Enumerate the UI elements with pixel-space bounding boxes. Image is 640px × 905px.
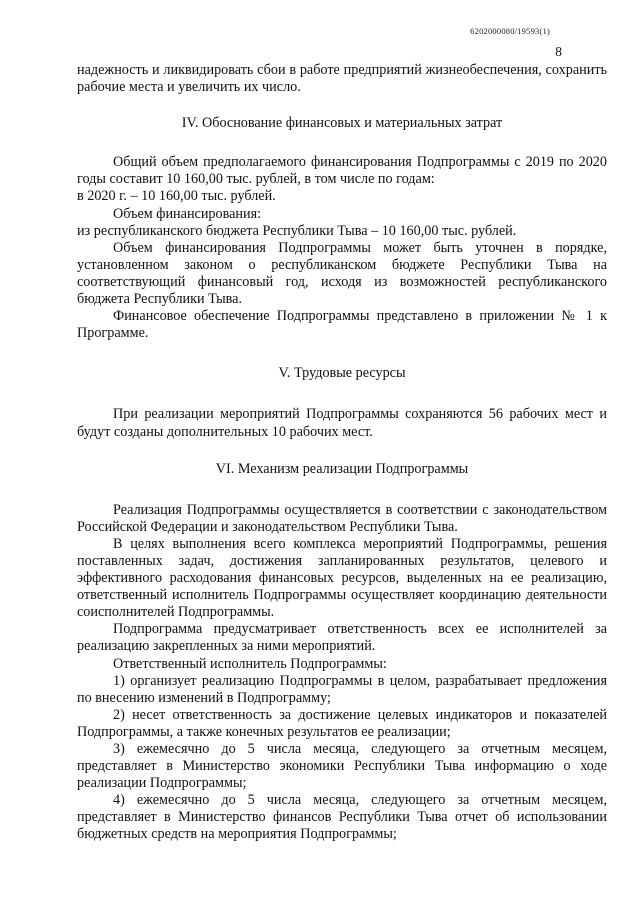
section-4-paragraph-3: Объем финансирования: [113, 205, 262, 222]
intro-paragraph: надежность и ликвидировать сбои в работе предприятий жизнеобеспечения, сохранить рабочие места и увеличить их число. [77, 62, 607, 96]
section-4-paragraph-4: из республиканского бюджета Республики Тыва – 10 160,00 тыс. рублей. [77, 222, 517, 239]
section-5-title: V. Трудовые ресурсы [278, 365, 406, 382]
section-6-paragraph-5: 1) организует реализацию Подпрограммы в целом, разрабатывает предложения по внесению изменений в Подпрограмму; [77, 672, 607, 706]
section-6-paragraph-7: 3) ежемесячно до 5 числа месяца, следующего за отчетным месяцем, представляет в Министерство экономики Республики Тыва информацию о ходе реализации Подпрограммы; [77, 741, 607, 792]
section-6-title: VI. Механизм реализации Подпрограммы [215, 460, 469, 477]
page-number: 8 [555, 44, 562, 59]
document-body [77, 62, 607, 844]
section-5-paragraph-1: При реализации мероприятий Подпрограммы сохраняются 56 рабочих мест и будут созданы дополнительных 10 рабочих мест. [77, 406, 607, 440]
section-6-paragraph-4: Ответственный исполнитель Подпрограммы: [113, 655, 387, 672]
section-6-paragraph-1: Реализация Подпрограммы осуществляется в соответствии с законодательством Российской Федерации и законодательством Республики Тыва. [77, 501, 607, 535]
section-4-title: IV. Обоснование финансовых и материальных затрат [181, 115, 503, 132]
section-4-paragraph-6: Финансовое обеспечение Подпрограммы представлено в приложении № 1 к Программе. [77, 308, 607, 342]
section-6-paragraph-8: 4) ежемесячно до 5 числа месяца, следующего за отчетным месяцем, представляет в Министерство финансов Республики Тыва отчет об использовании бюджетных средств на мероприятия Подпрограммы; [77, 792, 607, 843]
section-4-paragraph-5: Объем финансирования Подпрограммы может быть уточнен в порядке, установленном законом о республиканском бюджете Республики Тыва на соответствующий финансовый год, исходя из возможностей республиканского бюджета Республики Тыва. [77, 239, 607, 308]
section-4-paragraph-2: в 2020 г. – 10 160,00 тыс. рублей. [77, 188, 276, 205]
section-6-paragraph-2: В целях выполнения всего комплекса мероприятий Подпрограммы, решения поставленных задач, достижения запланированных результатов, целевого и эффективного расходования финансовых ресурсов, выделенных на ее реализацию, ответственный исполнитель Подпрограммы осуществляет координацию деятельности соисполнителей Подпрограммы. [77, 535, 607, 621]
document-id: 6202000080/19593(1) [470, 26, 550, 36]
section-4-paragraph-1: Общий объем предполагаемого финансирования Подпрограммы с 2019 по 2020 годы составит 10 160,00 тыс. рублей, в том числе по годам: [77, 154, 607, 188]
section-6-paragraph-6: 2) несет ответственность за достижение целевых индикаторов и показателей Подпрограммы, а также конечных результатов ее реализации; [77, 706, 607, 740]
section-6-paragraph-3: Подпрограмма предусматривает ответственность всех ее исполнителей за реализацию закрепленных за ними мероприятий. [77, 621, 607, 655]
